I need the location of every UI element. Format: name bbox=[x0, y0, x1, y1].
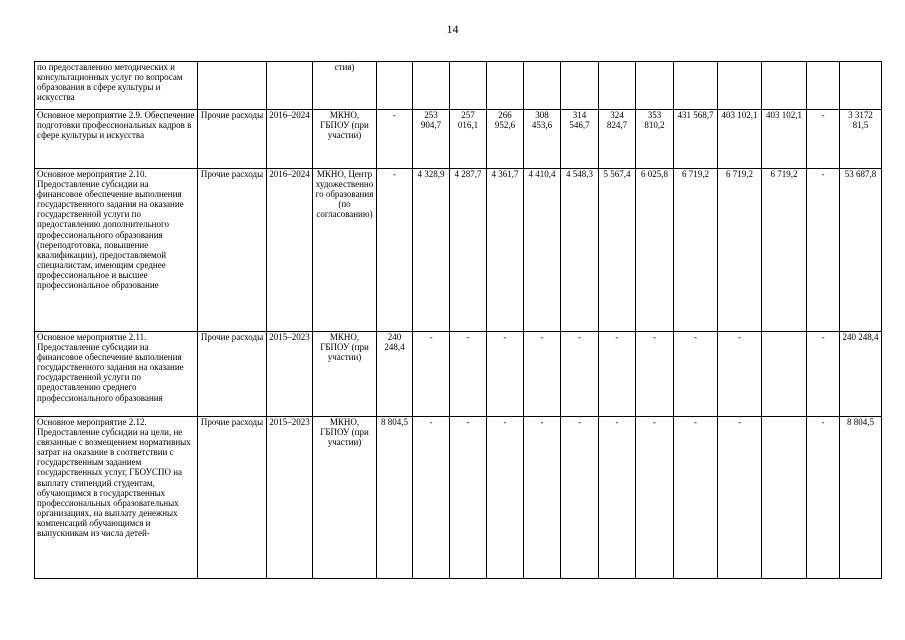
amount-cell: - bbox=[636, 417, 674, 579]
total-cell: 3 3172 81,5 bbox=[840, 110, 882, 169]
amount-cell: - bbox=[718, 332, 762, 417]
amount-cell: - bbox=[807, 417, 840, 579]
amount-cell: - bbox=[807, 110, 840, 169]
amount-cell: 5 567,4 bbox=[599, 169, 636, 332]
amount-cell: - bbox=[561, 332, 599, 417]
table-row bbox=[35, 417, 882, 579]
amount-cell bbox=[524, 62, 561, 110]
amount-cell: - bbox=[807, 332, 840, 417]
page-number: 14 bbox=[446, 22, 459, 36]
budget-table bbox=[34, 61, 882, 579]
amount-cell: - bbox=[674, 332, 718, 417]
amount-cell: - bbox=[636, 332, 674, 417]
executor-cell: МКНО, ГБПОУ (при участии) bbox=[313, 110, 377, 169]
amount-cell: 324 824,7 bbox=[599, 110, 636, 169]
amount-cell: 266 952,6 bbox=[487, 110, 524, 169]
amount-cell: 253 904,7 bbox=[413, 110, 450, 169]
amount-cell: - bbox=[599, 417, 636, 579]
table-row bbox=[35, 110, 882, 169]
amount-cell: 314 546,7 bbox=[561, 110, 599, 169]
executor-cell: МКНО, ГБПОУ (при участии) bbox=[313, 332, 377, 417]
amount-cell: - bbox=[413, 417, 450, 579]
amount-cell bbox=[674, 62, 718, 110]
amount-cell: 240 248,4 bbox=[377, 332, 413, 417]
amount-cell: - bbox=[413, 332, 450, 417]
amount-cell: 308 453,6 bbox=[524, 110, 561, 169]
amount-cell: 8 804,5 bbox=[377, 417, 413, 579]
amount-cell bbox=[762, 62, 807, 110]
table-row bbox=[35, 169, 882, 332]
executor-cell: МКНО, Центр художественного образования (по согласованию) bbox=[313, 169, 377, 332]
total-cell: 240 248,4 bbox=[840, 332, 882, 417]
amount-cell bbox=[718, 62, 762, 110]
amount-cell: - bbox=[450, 332, 487, 417]
expense-type-cell: Прочие расходы bbox=[198, 110, 267, 169]
amount-cell bbox=[636, 62, 674, 110]
amount-cell: - bbox=[718, 417, 762, 579]
amount-cell: 353 810,2 bbox=[636, 110, 674, 169]
period-cell bbox=[267, 62, 313, 110]
amount-cell bbox=[561, 62, 599, 110]
amount-cell: 403 102,1 bbox=[762, 110, 807, 169]
activity-name-cell: по предоставлению методических и консультационных услуг по вопросам образования в сфере культуры и искусства bbox=[35, 62, 198, 110]
executor-cell: стия) bbox=[313, 62, 377, 110]
amount-cell: - bbox=[487, 332, 524, 417]
amount-cell: 257 016,1 bbox=[450, 110, 487, 169]
executor-cell: МКНО, ГБПОУ (при участии) bbox=[313, 417, 377, 579]
amount-cell bbox=[487, 62, 524, 110]
total-cell: 8 804,5 bbox=[840, 417, 882, 579]
amount-cell: - bbox=[674, 417, 718, 579]
activity-name-cell: Основное мероприятие 2.10. Предоставление субсидии на финансовое обеспечение выполнения государственного задания на оказание государственной услуги по предоставлению дополнительного профессионального образования (переподготовка, повышение квалификации), предоставляемой специалистам, имеющим среднее профессиональное и высшее профессиональное образование bbox=[35, 169, 198, 332]
total-cell bbox=[840, 62, 882, 110]
amount-cell: 4 548,3 bbox=[561, 169, 599, 332]
amount-cell: - bbox=[524, 332, 561, 417]
amount-cell: 6 025,8 bbox=[636, 169, 674, 332]
amount-cell bbox=[807, 62, 840, 110]
amount-cell: - bbox=[377, 169, 413, 332]
amount-cell: 4 410,4 bbox=[524, 169, 561, 332]
expense-type-cell: Прочие расходы bbox=[198, 169, 267, 332]
activity-name-cell: Основное мероприятие 2.9. Обеспечение подготовки профессиональных кадров в сфере культуры и искусства bbox=[35, 110, 198, 169]
period-cell: 2015–2023 bbox=[267, 417, 313, 579]
activity-name-cell: Основное мероприятие 2.11. Предоставление субсидии на финансовое обеспечение выполнения государственного задания на оказание государственной услуги по предоставлению среднего профессионального образования bbox=[35, 332, 198, 417]
amount-cell bbox=[762, 417, 807, 579]
amount-cell: 431 568,7 bbox=[674, 110, 718, 169]
amount-cell: - bbox=[524, 417, 561, 579]
amount-cell: - bbox=[450, 417, 487, 579]
period-cell: 2016–2024 bbox=[267, 169, 313, 332]
table-row bbox=[35, 62, 882, 110]
amount-cell: - bbox=[377, 110, 413, 169]
amount-cell: 403 102,1 bbox=[718, 110, 762, 169]
amount-cell: 6 719,2 bbox=[762, 169, 807, 332]
activity-name-cell: Основное мероприятие 2.12. Предоставление субсидии на цели, не связанные с возмещением нормативных затрат на оказание в соответствии с государственным заданием государственных услуг, ГБОУСПО на выплату стипендий студентам, обучающимся в государственных профессиональных образовательных организациях, на выплату денежных компенсаций обучающимся и выпускникам из числа детей- bbox=[35, 417, 198, 579]
amount-cell: 4 361,7 bbox=[487, 169, 524, 332]
amount-cell: - bbox=[807, 169, 840, 332]
table-row bbox=[35, 332, 882, 417]
period-cell: 2015–2023 bbox=[267, 332, 313, 417]
amount-cell: 6 719,2 bbox=[674, 169, 718, 332]
expense-type-cell bbox=[198, 62, 267, 110]
amount-cell: - bbox=[599, 332, 636, 417]
amount-cell: - bbox=[561, 417, 599, 579]
expense-type-cell: Прочие расходы bbox=[198, 417, 267, 579]
amount-cell bbox=[450, 62, 487, 110]
amount-cell bbox=[413, 62, 450, 110]
expense-type-cell: Прочие расходы bbox=[198, 332, 267, 417]
amount-cell bbox=[762, 332, 807, 417]
amount-cell: 4 287,7 bbox=[450, 169, 487, 332]
amount-cell bbox=[599, 62, 636, 110]
total-cell: 53 687,8 bbox=[840, 169, 882, 332]
amount-cell: 6 719,2 bbox=[718, 169, 762, 332]
amount-cell bbox=[377, 62, 413, 110]
amount-cell: - bbox=[487, 417, 524, 579]
period-cell: 2016–2024 bbox=[267, 110, 313, 169]
amount-cell: 4 328,9 bbox=[413, 169, 450, 332]
